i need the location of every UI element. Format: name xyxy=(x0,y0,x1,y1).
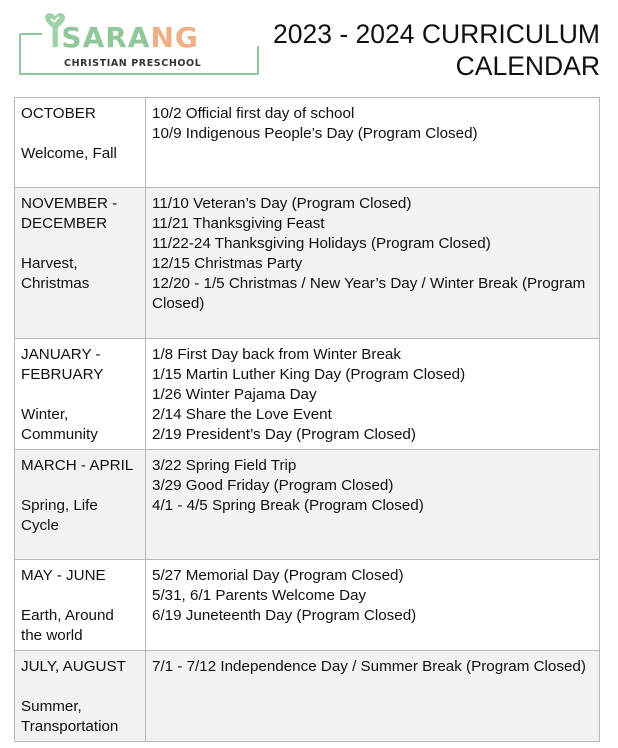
event-item: 3/29 Good Friday (Program Closed) xyxy=(152,477,394,494)
events-cell xyxy=(146,651,600,742)
event-item: 5/31, 6/1 Parents Welcome Day xyxy=(152,587,367,604)
month-cell xyxy=(15,339,146,450)
table-row xyxy=(15,560,600,651)
curriculum-calendar-table xyxy=(14,97,600,742)
event-item: 1/8 First Day back from Winter Break xyxy=(152,346,401,363)
event-item: 12/20 - 1/5 Christmas / New Year’s Day / Winter Break (Program Closed) xyxy=(152,275,586,312)
event-item: 1/26 Winter Pajama Day xyxy=(152,386,317,403)
events-cell xyxy=(146,188,600,339)
month-theme: Summer, Transportation xyxy=(21,698,119,735)
month-theme: Spring, Life Cycle xyxy=(21,497,98,534)
events-cell xyxy=(146,98,600,188)
table-row xyxy=(15,450,600,560)
month-name: JANUARY - FEBRUARY xyxy=(21,346,104,383)
month-name: OCTOBER xyxy=(21,105,96,122)
event-item: 11/22-24 Thanksgiving Holidays (Program Closed) xyxy=(152,235,491,252)
event-item: 2/19 President’s Day (Program Closed) xyxy=(152,426,416,443)
event-item: 2/14 Share the Love Event xyxy=(152,406,332,423)
event-item: 11/10 Veteran’s Day (Program Closed) xyxy=(152,195,412,212)
event-item: 1/15 Martin Luther King Day (Program Closed) xyxy=(152,366,466,383)
month-name: JULY, AUGUST xyxy=(21,658,126,675)
month-cell xyxy=(15,188,146,339)
event-item: 7/1 - 7/12 Independence Day / Summer Break (Program Closed) xyxy=(152,658,586,675)
table-row xyxy=(15,339,600,450)
event-item: 4/1 - 4/5 Spring Break (Program Closed) xyxy=(152,497,424,514)
month-name: MARCH - APRIL xyxy=(21,457,134,474)
table-row xyxy=(15,651,600,742)
event-item: 10/9 Indigenous People’s Day (Program Closed) xyxy=(152,125,478,142)
events-cell xyxy=(146,339,600,450)
event-item: 5/27 Memorial Day (Program Closed) xyxy=(152,567,404,584)
page-title-line-2: CALENDAR xyxy=(455,51,600,81)
month-theme: Welcome, Fall xyxy=(21,145,117,162)
table-row xyxy=(15,98,600,188)
month-cell xyxy=(15,450,146,560)
month-cell xyxy=(15,560,146,651)
month-theme: Harvest, Christmas xyxy=(21,255,90,292)
logo-wordmark: ISARANG xyxy=(50,21,199,54)
event-item: 6/19 Juneteenth Day (Program Closed) xyxy=(152,607,417,624)
page-title xyxy=(273,18,600,82)
month-theme: Earth, Around the world xyxy=(21,607,114,644)
event-item: 12/15 Christmas Party xyxy=(152,255,303,272)
events-cell xyxy=(146,560,600,651)
event-item: 3/22 Spring Field Trip xyxy=(152,457,297,474)
events-cell xyxy=(146,450,600,560)
table-row xyxy=(15,188,600,339)
logo-subtitle: CHRISTIAN PRESCHOOL xyxy=(64,58,202,69)
month-cell xyxy=(15,98,146,188)
month-name: MAY - JUNE xyxy=(21,567,106,584)
page-title-line-1: 2023 - 2024 CURRICULUM xyxy=(273,19,600,49)
event-item: 10/2 Official first day of school xyxy=(152,105,355,122)
month-name: NOVEMBER - DECEMBER xyxy=(21,195,118,232)
school-logo xyxy=(14,10,262,80)
month-theme: Winter, Community xyxy=(21,406,98,443)
event-item: 11/21 Thanksgiving Feast xyxy=(152,215,325,232)
month-cell xyxy=(15,651,146,742)
page-header xyxy=(0,0,618,96)
